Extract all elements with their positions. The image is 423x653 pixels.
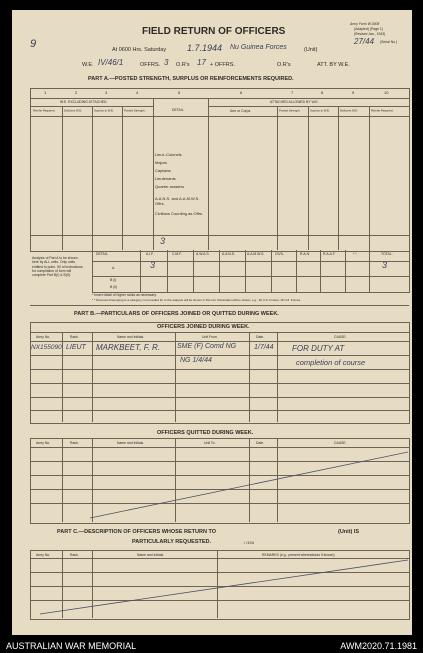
we-hw: IV/46/1 <box>98 58 124 67</box>
joined-col-name: Name and Initials. <box>117 335 145 339</box>
rank-quarter-masters: Quarter-masters <box>155 184 185 189</box>
part-c-col-name: Name and Initials. <box>137 553 165 557</box>
joined-cause2-hw: completion of course <box>296 358 366 367</box>
offrs-label: OFFRS. <box>140 62 161 68</box>
quitted-col-rank: Rank. <box>70 441 79 445</box>
analysis-row-a: A. <box>112 266 116 270</box>
unit-label: (Unit) <box>304 47 318 53</box>
corner-mark: 9 <box>30 38 37 50</box>
rank-lieutenants: Lieutenants <box>155 176 176 181</box>
ors2-label: O.R's <box>277 62 291 68</box>
analysis-note: Analysis of Part A to be shown here by ALL units. Only units entitled to pubn. 50 of instructions for compilation of form will complete Part B(I) & B(II). <box>32 256 83 278</box>
joined-army-no-hw: NX155090 <box>31 344 62 351</box>
adapted-label: (Adapted) (Page 1) <box>354 27 383 31</box>
army-form-no: Army Form W.3008 <box>350 22 380 26</box>
col-surplus-right: Surplus to W.E. <box>310 109 330 113</box>
footer-credit: AUSTRALIAN WAR MEMORIAL <box>6 641 137 651</box>
joined-unit-hw: SME (F) Comd NG <box>177 343 237 350</box>
joined-date-hw: 1/7/44 <box>254 344 274 351</box>
joined-col-unit-from: Unit From. <box>202 335 218 339</box>
col-number-8: 8 <box>321 90 324 95</box>
col-deficient-left: Deficient W.E. <box>64 109 83 113</box>
rank-majors: Majors <box>155 160 168 165</box>
joined-table <box>30 322 410 424</box>
revised-label: (Revised Jan., 1943) <box>354 32 386 36</box>
joined-cause-hw: FOR DUTY AT <box>292 344 345 353</box>
ors-label: O.R's <box>176 62 190 68</box>
form-title: FIELD RETURN OF OFFICERS <box>142 26 286 37</box>
joined-col-cause: CAUSE. <box>334 335 347 339</box>
quitted-col-army-no: Army No. <box>36 441 51 445</box>
part-c-requested: PARTICULARLY REQUESTED. <box>132 539 212 545</box>
serial-label: (Serial No.) <box>380 40 398 44</box>
analysis-h-aans: A.A.N.S. <box>222 252 236 256</box>
analysis-h-cmf: C.M.F. <box>172 252 182 256</box>
joined-rank-hw: LIEUT <box>66 344 86 351</box>
col-arm-corps: Arm or Corps. <box>230 109 252 113</box>
date-hw: 1.7.1944 <box>187 43 223 53</box>
analysis-h-raaf: R.A.A.F. <box>323 252 336 256</box>
part-c-col-rank: Rank. <box>70 553 79 557</box>
at-label: At 0600 Hrs. Saturday <box>112 47 167 53</box>
part-a-table <box>30 88 410 252</box>
we-label: W.E. <box>82 62 94 68</box>
attached-allowed-header: ATTACHED ALLOWED BY W.E. <box>270 100 319 104</box>
part-c-col-remarks: REMARKS (e.g., present whereabouts if known). <box>262 553 336 557</box>
footer-bar <box>0 637 423 653</box>
col-number-4: 4 <box>136 90 139 95</box>
quitted-col-cause: CAUSE. <box>334 441 347 445</box>
analysis-h-awas: A.W.A.S. <box>196 252 210 256</box>
analysis-h-aamws: A.A.M.W.S. <box>247 252 265 256</box>
att-label: ATT. BY W.E. <box>317 62 350 68</box>
col-reinfts-left: Reinfts Required. <box>33 109 56 113</box>
unit-hw: Nu Guinea Forces <box>230 44 287 51</box>
analysis-row-bi: B (i) <box>110 278 117 282</box>
joined-col-date: Date. <box>256 335 265 339</box>
part-c-unit-is: (Unit) IS <box>338 529 360 535</box>
analysis-row-bii: B (ii) <box>110 285 117 289</box>
analysis-h-civil: CIVIL. <box>275 252 285 256</box>
joined-unit2-hw: NG 1/4/44 <box>180 357 212 364</box>
footer-accession: AWM2020.71.1981 <box>340 641 417 651</box>
col-posted-left: Posted Strength. <box>124 109 146 113</box>
col-surplus-left: Surplus to W.E. <box>94 109 114 113</box>
part-c-col-army-no: Army No. <box>36 553 51 557</box>
rank-captains: Captains <box>155 168 171 173</box>
plus-offrs-label: + OFFRS. <box>210 62 235 68</box>
detail-header: DETAIL <box>172 108 184 112</box>
part-c-date: / /194 <box>244 540 255 545</box>
analysis-h-other: * * <box>353 252 357 256</box>
rank-civilians: Civilians Counting as Offrs. <box>155 211 204 216</box>
footnote-2: * * Personnel belonging to a category not provided for in the analysis will be shown in this Col. Particulars will be shown, e.g., 20 U.K. Forces; 16 N.Z. Forces. <box>92 298 301 302</box>
joined-title: OFFICERS JOINED DURING WEEK. <box>157 324 250 330</box>
col-posted-right: Posted Strength. <box>279 109 301 113</box>
form-page <box>12 10 412 635</box>
analysis-h-ran: R.A.N. <box>300 252 310 256</box>
part-c-title: PART C.—DESCRIPTION OF OFFICERS WHOSE RETURN TO <box>57 529 216 535</box>
analysis-total-hw: 3 <box>382 260 388 270</box>
analysis-h-detail: DETAIL. <box>96 252 109 256</box>
col-number-10: 10 <box>384 90 389 95</box>
totals-hw: 3 <box>160 236 166 246</box>
part-c-strike-line <box>30 550 408 618</box>
quitted-col-unit-to: Unit To. <box>204 441 216 445</box>
offrs-hw: 3 <box>164 58 169 67</box>
col-number-2: 2 <box>75 90 78 95</box>
part-b-title: PART B.—PARTICULARS OF OFFICERS JOINED OR QUITTED DURING WEEK. <box>74 311 279 317</box>
quitted-title: OFFICERS QUITTED DURING WEEK. <box>157 430 254 436</box>
ors-hw: 17 <box>197 58 206 67</box>
joined-name-hw: MARKBEET, F. R. <box>96 343 161 352</box>
rank-aans: A.A.N.S. and A.A.M.W.S. Offrs. <box>155 196 200 206</box>
quitted-col-name: Name and Initials. <box>117 441 145 445</box>
part-a-title: PART A.—POSTED STRENGTH, SURPLUS OR REINFORCEMENTS REQUIRED. <box>88 76 294 82</box>
joined-col-rank: Rank. <box>70 335 79 339</box>
footnote-1: * Insert detail of higher ranks as necessary. <box>92 293 157 297</box>
col-number-6: 6 <box>240 90 243 95</box>
col-number-5: 5 <box>178 90 181 95</box>
joined-col-army-no: Army No. <box>36 335 51 339</box>
col-number-3: 3 <box>105 90 108 95</box>
col-number-1: 1 <box>44 90 47 95</box>
analysis-h-total: TOTAL. <box>381 252 393 256</box>
analysis-h-aif: A.I.F. <box>146 252 154 256</box>
we-excl-header: W.E. EXCLUDING ATTACHED. <box>60 100 108 104</box>
quitted-col-date: Date. <box>256 441 265 445</box>
col-deficient-right: Deficient W.E. <box>340 109 359 113</box>
serial-value: 27/44 <box>354 37 375 46</box>
col-number-9: 9 <box>352 90 355 95</box>
analysis-aif-hw: 3 <box>150 260 156 270</box>
col-reinfts-right: Reinfts Required. <box>371 109 394 113</box>
rank-lieut-colonels: Lieut.-Colonels <box>155 152 182 157</box>
col-number-7: 7 <box>291 90 294 95</box>
quitted-strike-line <box>30 438 408 522</box>
